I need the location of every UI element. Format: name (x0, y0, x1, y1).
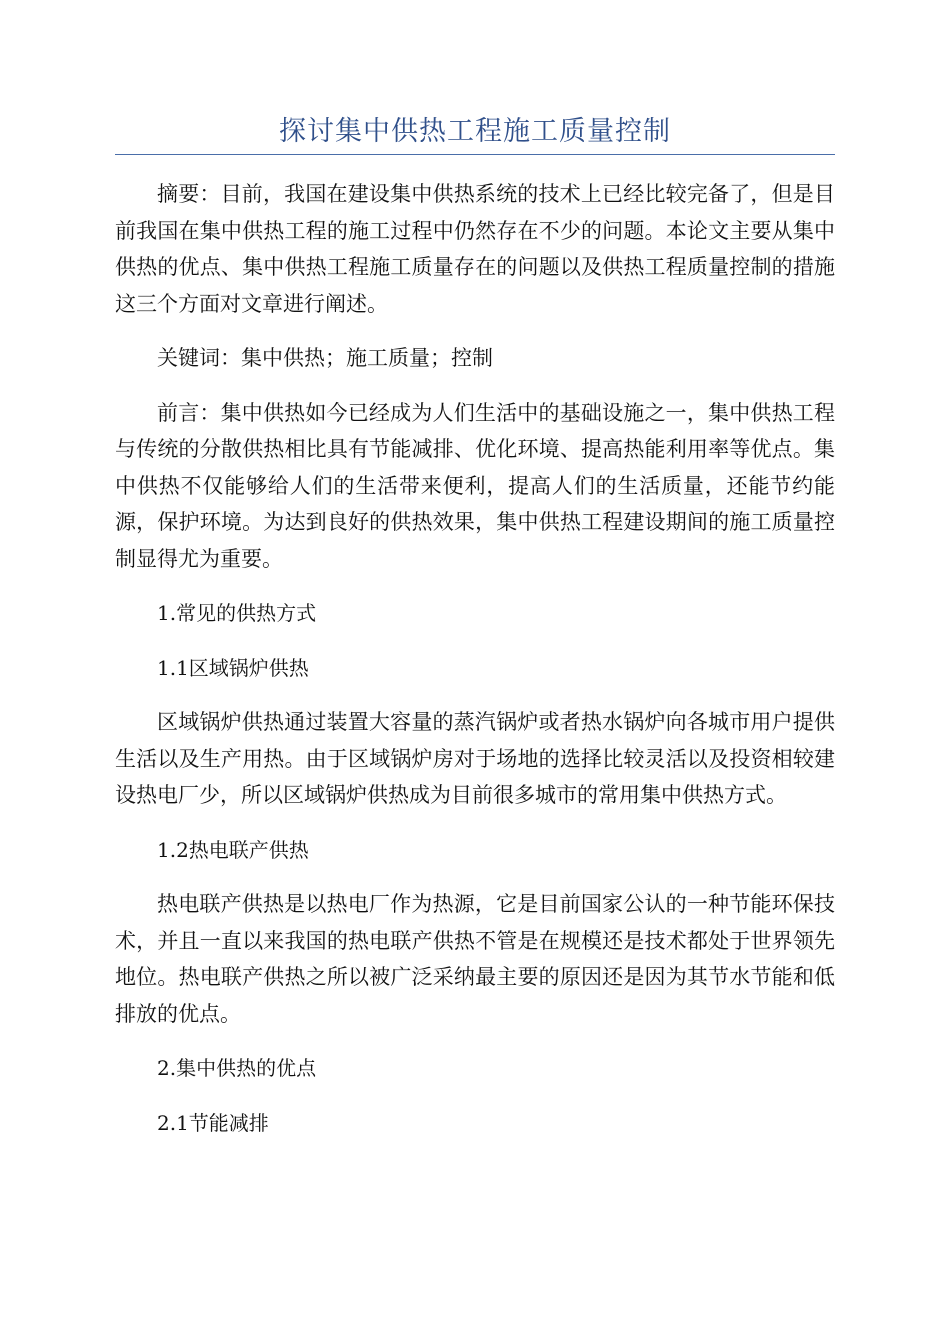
section-heading-1: 1.常见的供热方式 (157, 601, 317, 625)
preface-paragraph: 前言：集中供热如今已经成为人们生活中的基础设施之一，集中供热工程与传统的分散供热相比具有节能减排、优化环境、提高热能利用率等优点。集中供热不仅能够给人们的生活带来便利，提高人们的生活质量，还能节约能源，保护环境。为达到良好的供热效果，集中供热工程建设期间的施工质量控制显得尤为重要。 (115, 400, 835, 571)
section-heading-1-2: 1.2热电联产供热 (157, 837, 309, 862)
section-heading-2: 2.集中供热的优点 (157, 1056, 317, 1080)
section-heading-1-1: 1.1区域锅炉供热 (157, 655, 309, 680)
abstract-paragraph: 摘要：目前，我国在建设集中供热系统的技术上已经比较完备了，但是目前我国在集中供热工程的施工过程中仍然存在不少的问题。本论文主要从集中供热的优点、集中供热工程施工质量存在的问题以及供热工程质量控制的措施这三个方面对文章进行阐述。 (115, 182, 835, 316)
document-title: 探讨集中供热工程施工质量控制 (279, 116, 671, 147)
body-paragraph-1-1: 区域锅炉供热通过装置大容量的蒸汽锅炉或者热水锅炉向各城市用户提供生活以及生产用热。由于区域锅炉房对于场地的选择比较灵活以及投资相较建设热电厂少，所以区域锅炉供热成为目前很多城市的常用集中供热方式。 (115, 710, 835, 807)
title-underline (115, 154, 835, 155)
document-body (115, 176, 835, 1159)
body-paragraph-1-2: 热电联产供热是以热电厂作为热源，它是目前国家公认的一种节能环保技术，并且一直以来我国的热电联产供热不管是在规模还是技术都处于世界领先地位。热电联产供热之所以被广泛采纳最主要的原因还是因为其节水节能和低排放的优点。 (115, 892, 835, 1026)
section-heading-2-1: 2.1节能减排 (157, 1110, 269, 1135)
keywords-paragraph: 关键词：集中供热；施工质量；控制 (157, 346, 493, 370)
